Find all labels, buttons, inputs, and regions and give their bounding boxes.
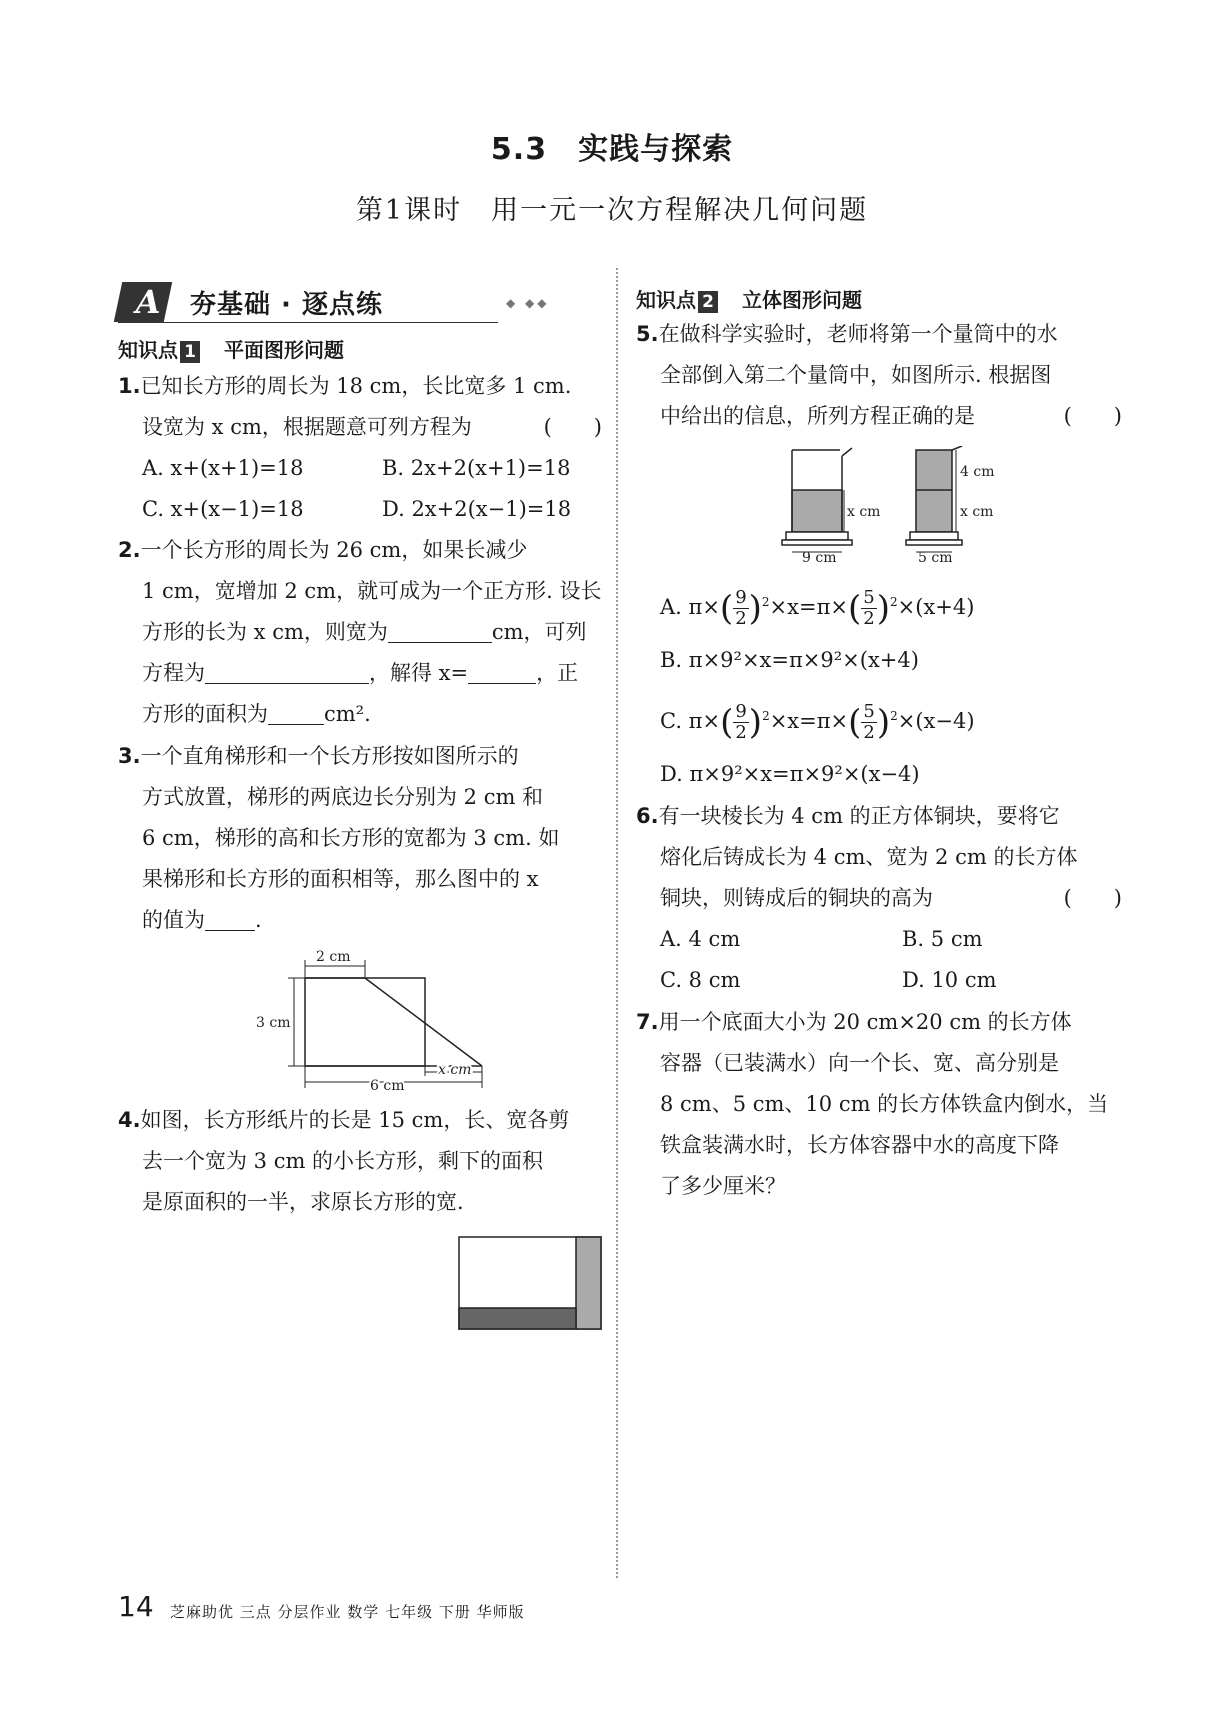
option-c: C. x+(x−1)=18 [142, 497, 304, 521]
answer-bracket: ( ) [543, 415, 602, 439]
question-text: 有一块棱长为 4 cm 的正方体铜块，要将它 [658, 804, 1060, 828]
banner-title: 夯基础 · 逐点练 [190, 290, 383, 320]
knowledge-point-1 [118, 334, 344, 363]
question-text: 设宽为 x cm，根据题意可列方程为 [142, 415, 472, 439]
question-text: 一个长方形的周长为 26 cm，如果长减少 [140, 538, 528, 562]
question-text: . [255, 908, 262, 932]
question-text: 如图，长方形纸片的长是 15 cm，长、宽各剪 [140, 1108, 570, 1132]
question-2 [118, 530, 602, 735]
answer-blank[interactable] [205, 661, 369, 684]
kp-title: 立体图形问题 [742, 288, 862, 312]
column-divider [616, 268, 618, 1578]
kp-number: 1 [180, 341, 200, 363]
answer-blank[interactable] [268, 702, 324, 725]
fig-label-width2: 5 cm [918, 550, 953, 564]
question-number: 2. [118, 538, 141, 562]
section-title: 5.3 实践与探索 [490, 132, 734, 167]
question-text: 铁盒装满水时，长方体容器中水的高度下降 [660, 1133, 1059, 1157]
question-text: cm，可列 [491, 620, 587, 644]
question-text: 用一个底面大小为 20 cm×20 cm 的长方体 [658, 1010, 1072, 1034]
fig-label-left: 3 cm [256, 1015, 291, 1031]
question-text: 1 cm，宽增加 2 cm，就可成为一个正方形. 设长 [142, 579, 602, 603]
question-text: 了多少厘米？ [660, 1174, 786, 1198]
answer-bracket: ( ) [1063, 404, 1122, 428]
answer-blank[interactable] [388, 620, 492, 643]
q5-option-c: C. π×( $\frac{9}{2}$ )$^2$×x=π×( $\frac{5}{2}$ )$^2$×(x−4) [660, 701, 975, 743]
question-text: 中给出的信息，所列方程正确的是 [660, 404, 975, 428]
question-number: 7. [636, 1010, 659, 1034]
question-text: 已知长方形的周长为 18 cm，长比宽多 1 cm. [140, 374, 572, 398]
option-a: A. x+(x+1)=18 [142, 456, 304, 480]
question-text: 8 cm、5 cm、10 cm 的长方体铁盒内倒水，当 [660, 1092, 1109, 1116]
fig-label-width1: 9 cm [802, 550, 837, 564]
option-c: C. 8 cm [660, 968, 741, 992]
question-5 [636, 314, 1122, 437]
question-text: 方程为 [142, 661, 205, 685]
option-d: D. 10 cm [902, 968, 997, 992]
option-d: D. 2x+2(x−1)=18 [382, 497, 572, 521]
question-7 [636, 1002, 1122, 1207]
kp-number: 2 [698, 291, 718, 313]
question-text: 熔化后铸成长为 4 cm、宽为 2 cm 的长方体 [660, 845, 1078, 869]
question-text: 一个直角梯形和一个长方形按如图所示的 [140, 744, 519, 768]
kp-label: 知识点 [118, 338, 178, 362]
question-text: 6 cm，梯形的高和长方形的宽都为 3 cm. 如 [142, 826, 560, 850]
question-text: 容器（已装满水）向一个长、宽、高分别是 [660, 1051, 1059, 1075]
question-text: 去一个宽为 3 cm 的小长方形，剩下的面积 [142, 1149, 544, 1173]
fig-label-x: x cm [438, 1062, 472, 1078]
paper-rectangle-figure [458, 1236, 604, 1332]
kp-title: 平面图形问题 [224, 338, 344, 362]
fig-label-top: 2 cm [316, 949, 351, 965]
page-number: 14 [118, 1590, 154, 1623]
banner-badge-letter: A [135, 283, 161, 321]
question-number: 4. [118, 1108, 141, 1132]
question-6 [636, 796, 1122, 1001]
question-text: 的值为 [142, 908, 205, 932]
question-text: 是原面积的一半，求原长方形的宽. [142, 1190, 464, 1214]
question-text: cm². [324, 702, 371, 726]
section-banner [118, 282, 558, 322]
question-1 [118, 366, 602, 530]
answer-bracket: ( ) [1063, 886, 1122, 910]
q5-option-d: D. π×9²×x=π×9²×(x−4) [660, 762, 920, 786]
fig-label-bottom: 6 cm [370, 1078, 405, 1094]
question-number: 1. [118, 374, 141, 398]
kp-label: 知识点 [636, 288, 696, 312]
question-text: 果梯形和长方形的面积相等，那么图中的 x [142, 867, 539, 891]
answer-blank[interactable] [468, 661, 536, 684]
option-a: A. 4 cm [660, 927, 741, 951]
banner-decoration: ◆ ◆◆ [506, 296, 550, 310]
q5-option-b: B. π×9²×x=π×9²×(x+4) [660, 648, 919, 672]
question-text: 在做科学实验时，老师将第一个量筒中的水 [658, 322, 1058, 346]
answer-blank[interactable] [205, 908, 255, 931]
question-text: ，正 [536, 661, 579, 685]
question-text: 全部倒入第二个量筒中，如图所示. 根据图 [660, 363, 1052, 387]
question-text: 方形的长为 x cm，则宽为 [142, 620, 388, 644]
footer-book-info: 芝麻助优 三点 分层作业 数学 七年级 下册 华师版 [170, 1603, 525, 1621]
measuring-cylinders-figure [780, 446, 1010, 564]
question-text: ，解得 x= [369, 661, 469, 685]
option-b: B. 2x+2(x+1)=18 [382, 456, 571, 480]
fig-label-top2: 4 cm [960, 464, 995, 480]
fig-label-height2: x cm [960, 504, 994, 520]
fig-label-height1: x cm [847, 504, 881, 520]
question-3 [118, 736, 602, 941]
knowledge-point-2 [636, 284, 862, 313]
question-number: 6. [636, 804, 659, 828]
q5-option-a: A. π×( $\frac{9}{2}$ )$^2$×x=π×( $\frac{5}{2}$ )$^2$×(x+4) [660, 587, 975, 629]
question-text: 方式放置，梯形的两底边长分别为 2 cm 和 [142, 785, 544, 809]
option-b: B. 5 cm [902, 927, 983, 951]
question-number: 3. [118, 744, 141, 768]
question-4 [118, 1100, 602, 1223]
trapezoid-rectangle-figure [250, 948, 500, 1098]
banner-underline [118, 322, 498, 323]
question-number: 5. [636, 322, 659, 346]
question-text: 方形的面积为 [142, 702, 268, 726]
lesson-title: 第1课时 用一元一次方程解决几何问题 [355, 195, 869, 226]
question-text: 铜块，则铸成后的铜块的高为 [660, 886, 933, 910]
